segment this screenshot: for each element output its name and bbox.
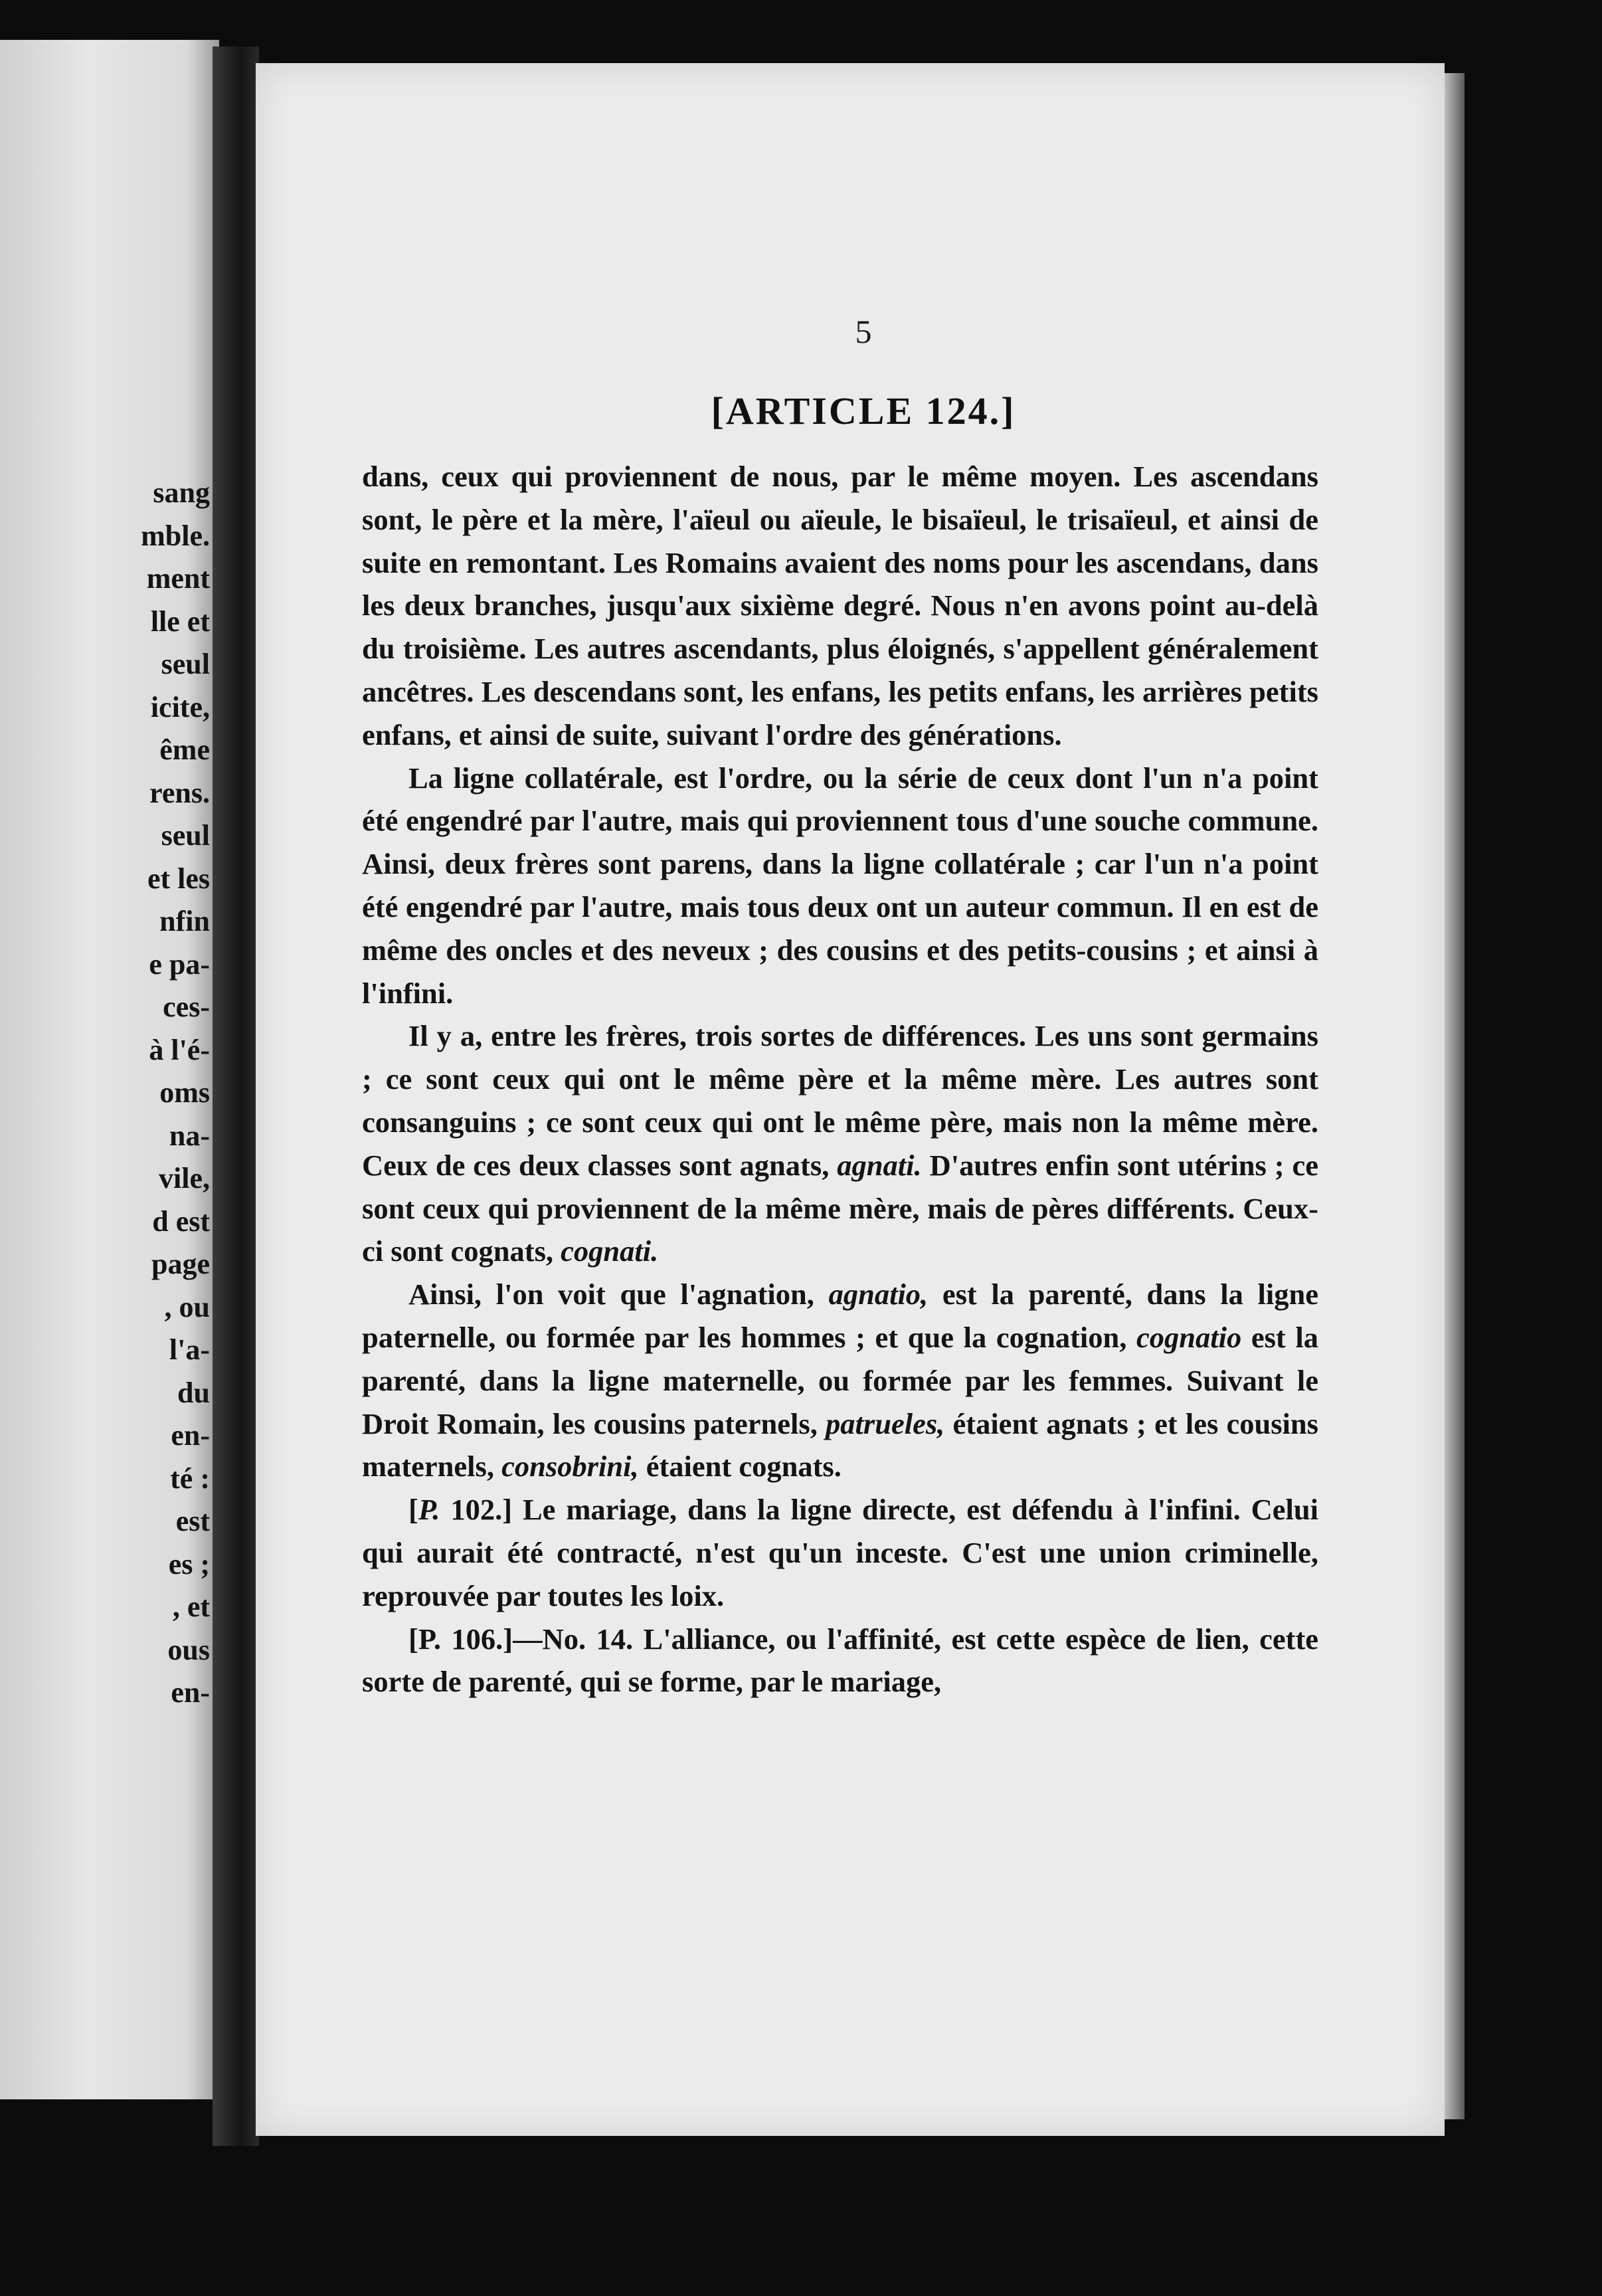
right-page — [256, 63, 1445, 2136]
left-page-line-fragment: nfin — [159, 905, 210, 937]
left-page-text-fragments — [0, 472, 210, 1715]
left-page-line-fragment: d est — [152, 1204, 210, 1238]
left-page-line-fragment: , ou — [164, 1290, 210, 1323]
term-cognatio: cognatio — [1136, 1320, 1242, 1354]
left-page-line-fragment: es ; — [168, 1547, 210, 1580]
paragraph-marriage-direct-line: [P. 102.] Le mariage, dans la ligne directe, est défendu à l'infini. Celui qui aurait été contracté, n'est qu'un inceste. C'est une union criminelle, reprouvée par toutes les loix. — [362, 1493, 1318, 1612]
page-number: 5 — [855, 313, 872, 350]
book-gutter — [213, 47, 259, 2146]
left-page-line-fragment: seul — [161, 648, 210, 680]
paragraph-ascendants: dans, ceux qui proviennent de nous, par le même moyen. Les ascendans sont, le père et la mère, l'aïeul ou aïeule, le bisaïeul, le trisaïeul, et ainsi de suite en remontant. Les Romains avaient des noms pour les ascendans, dans les deux branches, jusqu'aux sixième degré. Nous n'en avons point au-delà du troisième. Les autres ascendants, plus éloignés, s'appellent généralement ancêtres. Les descendans sont, les enfans, les petits enfans, les arrières petits enfans, et ainsi de suite, suivant l'ordre des générations. — [362, 460, 1318, 751]
term-agnati: agnati. — [837, 1148, 922, 1182]
left-page-line-fragment: ous — [167, 1633, 210, 1666]
reference-p106: [P. 106.]—No. 14. — [408, 1622, 634, 1656]
paragraph-alliance: [P. 106.]—No. 14. L'alliance, ou l'affinité, est cette espèce de lien, cette sorte de parenté, qui se forme, par le mariage, — [362, 1622, 1319, 1699]
term-cognati: cognati. — [561, 1234, 659, 1268]
left-page-line-fragment: lle et — [150, 605, 210, 638]
left-page-line-fragment: ême — [159, 733, 210, 766]
left-page-line-fragment: en- — [171, 1676, 210, 1709]
left-facing-page — [0, 40, 219, 2099]
left-page-line-fragment: rens. — [149, 776, 210, 809]
left-page-line-fragment: mble. — [141, 519, 210, 552]
left-page-line-fragment: e pa- — [149, 947, 210, 981]
left-page-line-fragment: seul — [161, 819, 210, 852]
left-page-line-fragment: et les — [147, 862, 210, 895]
left-page-line-fragment: té : — [170, 1462, 210, 1495]
left-page-line-fragment: du — [177, 1376, 210, 1409]
paragraph-agnation: Ainsi, l'on voit que l'agnation, agnatio, est la parenté, dans la ligne paternelle, ou formée par les hommes ; et que la cognation, cognatio est la parenté, dans la ligne maternelle, ou formée par les femmes. Suivant le Droit Romain, les cousins paternels, patrueles, étaient agnats ; et les cousins maternels, consobrini, étaient cognats. — [362, 1278, 1318, 1483]
left-page-line-fragment: à l'é- — [149, 1033, 210, 1066]
article-heading: [ARTICLE 124.] — [711, 389, 1016, 432]
term-consobrini: consobrini, — [501, 1450, 639, 1483]
left-page-line-fragment: ces- — [163, 991, 210, 1023]
term-patrueles: patrueles, — [826, 1406, 945, 1440]
left-page-line-fragment: sang — [153, 476, 210, 509]
article-body — [362, 455, 1318, 1703]
paragraph-brothers: Il y a, entre les frères, trois sortes de différences. Les uns sont germains ; ce sont ceux qui ont le même père et la même mère. Les autres sont consanguins ; ce sont ceux qui ont le même père, mais non la même mère. Ceux de ces deux classes sont agnats, agnati. D'autres enfin sont utérins ; ce sont ceux qui proviennent de la même mère, mais de pères différents. Ceux-ci sont cognats, cognati. — [362, 1019, 1318, 1268]
left-page-line-fragment: en- — [171, 1419, 210, 1452]
page-edge-shadow — [1445, 73, 1465, 2119]
left-page-line-fragment: na- — [169, 1119, 210, 1152]
left-page-line-fragment: vile, — [159, 1162, 210, 1195]
left-page-line-fragment: ment — [146, 562, 210, 595]
left-page-line-fragment: l'a- — [169, 1333, 210, 1366]
left-page-line-fragment: est — [175, 1505, 210, 1537]
left-page-line-fragment: icite, — [150, 690, 210, 723]
left-page-line-fragment: oms — [159, 1076, 210, 1109]
paragraph-collateral-line: La ligne collatérale, est l'ordre, ou la série de ceux dont l'un n'a point été engendré par l'autre, mais qui proviennent tous d'une souche commune. Ainsi, deux frères sont parens, dans la ligne collatérale ; car l'un n'a point été engendré par l'autre, mais tous deux ont un auteur commun. Il en est de même des oncles et des neveux ; des cousins et des petits-cousins ; et ainsi à l'infini. — [362, 761, 1318, 1010]
reference-p: P. — [418, 1493, 440, 1527]
term-agnatio: agnatio, — [828, 1278, 929, 1311]
left-page-line-fragment: , et — [172, 1590, 210, 1623]
left-page-line-fragment: page — [151, 1248, 210, 1280]
